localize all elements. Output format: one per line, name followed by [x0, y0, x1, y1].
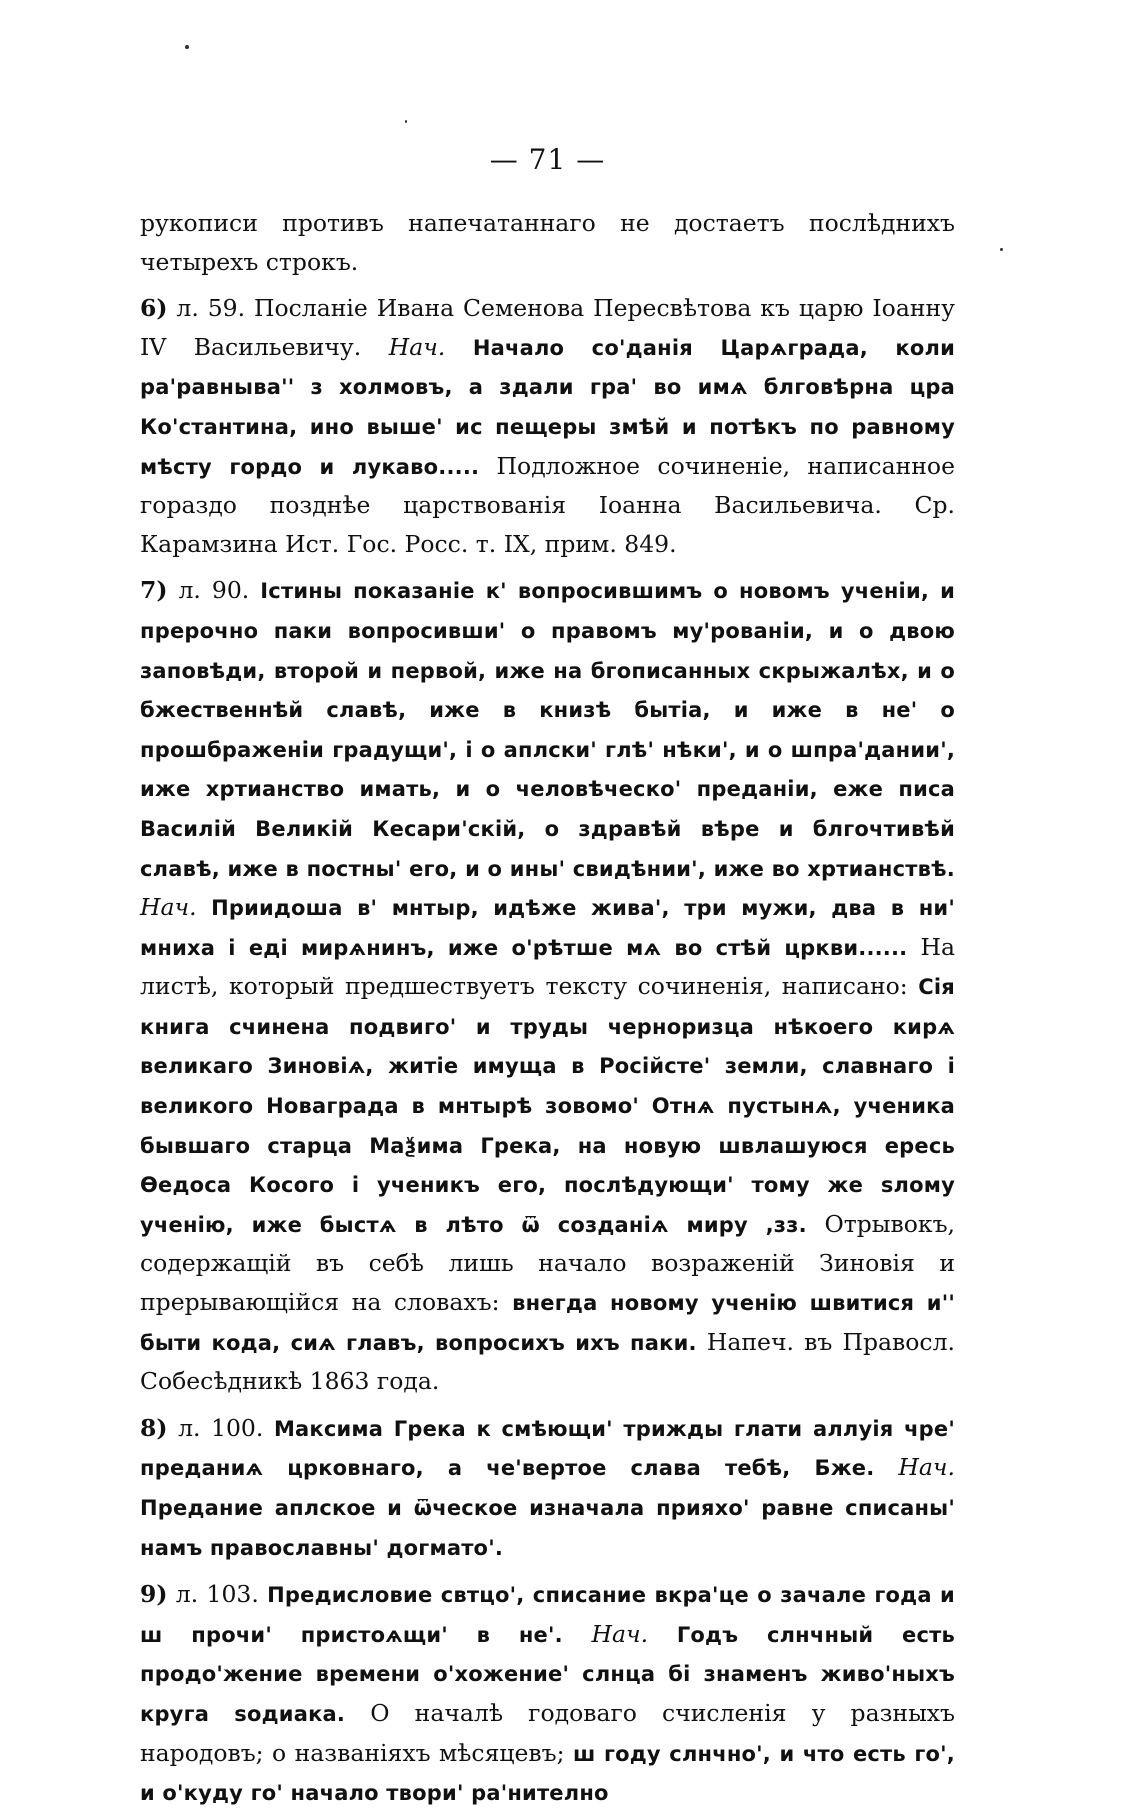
book-page — [140, 140, 955, 1806]
scan-speck — [405, 120, 407, 123]
entry-reference: л. 100. — [178, 1413, 264, 1442]
paragraph-continuation — [140, 204, 955, 281]
entry-number: 8) — [140, 1413, 168, 1442]
incipit-label: Нач. — [140, 893, 197, 922]
continuation-text: рукописи противъ напечатаннаго не достаетъ послѣднихъ четырехъ строкъ. — [140, 209, 955, 276]
scan-speck — [1000, 248, 1003, 251]
church-slavonic-title: Істины показаніе к' вопросившимъ о новомъ ученіи, и прерочно паки вопросивши' о правомъ му'рованіи, и о двою заповѣди, второй и первой, иже на бгописанных скрыжалѣх, и о бжественнѣй славѣ, иже в книзѣ бытіа, и иже в не' о прошбраженіи градущи', і о аплски' глѣ' нѣки', и о шпра'дании', иже хртианство имать, и о человѣческо' преданіи, еже писа Василій Великій Кесари'скій, о здравѣй вѣре и блгочтивѣй славѣ, иже в постны' его, и о ины' свидѣнии', иже во хртианствѣ. — [140, 579, 955, 881]
page-number: — 71 — — [489, 143, 606, 176]
incipit-label: Нач. — [591, 1619, 649, 1648]
entry-7 — [140, 571, 955, 1400]
scan-speck — [185, 45, 189, 49]
church-slavonic-quote: внегда новому ученію швитися и'' быти кода, сиѧ главъ, вопросихъ ихъ паки. — [140, 1291, 955, 1355]
church-slavonic-quote: Приидоша в' мнтыр, идѣже жива', три мужи, два в ни' мниха і еді мирѧнинъ, иже о'рѣтше мѧ во стѣй цркви...... — [140, 896, 955, 960]
church-slavonic-quote: Предание аплское и ѿческое изначала прияхо' равне списаны' намъ православны' догмато'. — [140, 1496, 955, 1560]
incipit-label: Нач. — [388, 332, 446, 361]
entry-reference: л. 90. — [178, 576, 250, 605]
entry-commentary: Напеч. въ Правосл. Собесѣдникѣ 1863 года. — [140, 1327, 955, 1396]
entry-number: 6) — [140, 294, 168, 323]
incipit-label: Нач. — [898, 1453, 955, 1482]
church-slavonic-note: Сія книга счинена подвиго' и труды черноризца нѣкоего кирѧ великаго Зиновіѧ, житіе имуща в Російсте' земли, славнаго і великого Новаграда в мнтырѣ зовомо' Отнѧ пустынѧ, ученика бывшаго старца Маѯима Грека, на новую швлашуюся ересь Ѳедоса Косого і ученикъ его, послѣдующи' тому же ѕлому ученію, иже быстѧ в лѣто ѿ созданіѧ миру ,зз. — [140, 975, 955, 1237]
entry-reference: л. 103. — [175, 1580, 259, 1609]
entry-reference: л. 59. Посланіе Ивана Семенова Пересвѣтова къ царю Іоанну IV Васильевичу. — [140, 294, 955, 361]
entry-commentary: На листѣ, который предшествуетъ тексту сочиненія, написано: — [140, 932, 955, 1001]
entry-number: 9) — [140, 1580, 168, 1609]
entry-commentary: Подложное сочиненіе, написанное гораздо позднѣе царствованія Іоанна Васильевича. Ср. Карамзина Ист. Гос. Росс. т. IX, прим. 849. — [140, 451, 955, 558]
entry-8 — [140, 1409, 955, 1567]
church-slavonic-quote: Годъ слнчный есть продо'жение времени о'хожение' слнца бі знаменъ живо'ныхъ круга ѕодиака. — [140, 1622, 955, 1726]
entry-6 — [140, 289, 955, 563]
entry-number: 7) — [140, 576, 168, 605]
church-slavonic-title: Предисловие свтцо', списание вкра'це о зачале года и ш прочи' пристоѧщи' в не'. — [140, 1583, 955, 1647]
church-slavonic-title: Максима Грека к смѣющи' трижды глати аллуія чре' преданиѧ црковнаго, а че'вертое слава тебѣ, Бже. — [140, 1416, 955, 1481]
church-slavonic-quote: Начало со'данія Царѧграда, коли ра'равныва'' з холмовъ, а здали гра' во имѧ блговѣрна цра Ко'стантина, ино выше' ис пещеры змѣй и потѣкъ по равному мѣсту гордо и лукаво..... — [140, 335, 955, 479]
entry-commentary: Отрывокъ, содержащій въ себѣ лишь начало возраженій Зиновія и прерывающійся на словахъ: — [140, 1209, 955, 1317]
entry-commentary: О началѣ годоваго счисленія у разныхъ народовъ; о названіяхъ мѣсяцевъ; — [140, 1698, 955, 1767]
entry-9 — [140, 1575, 955, 1813]
church-slavonic-quote: ш году слнчно', и что есть го', и о'куду го' начало твори' ра'нително — [140, 1741, 955, 1806]
